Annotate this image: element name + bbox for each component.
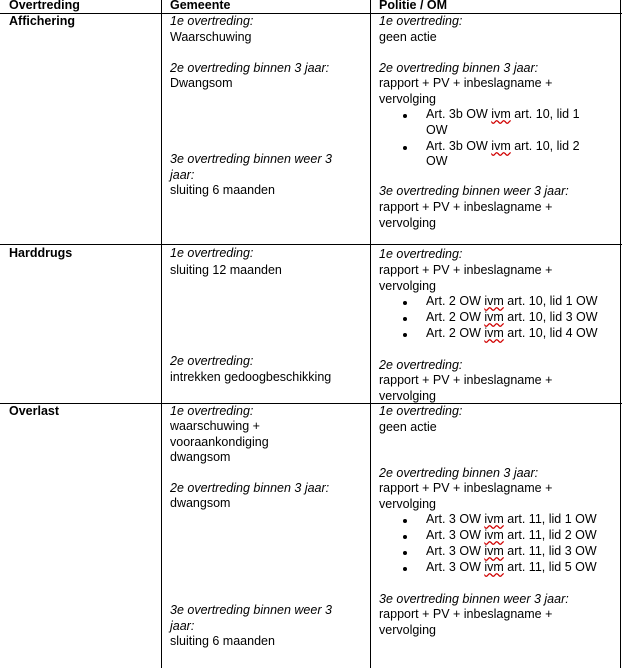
row-name-overlast: Overlast bbox=[9, 404, 60, 418]
politie-label: 1e overtreding: bbox=[379, 247, 463, 261]
gemeente-action: dwangsom bbox=[170, 450, 231, 464]
politie-action: rapport + PV + inbeslagname + bbox=[379, 373, 553, 387]
row-name-harddrugs: Harddrugs bbox=[9, 246, 73, 260]
gemeente-label: 2e overtreding: bbox=[170, 354, 254, 368]
politie-action: geen actie bbox=[379, 420, 437, 434]
politie-action: rapport + PV + inbeslagname + bbox=[379, 263, 553, 277]
article-reference-wrap: OW bbox=[426, 154, 448, 168]
politie-label: 3e overtreding binnen weer 3 jaar: bbox=[379, 184, 569, 198]
gemeente-label: 2e overtreding binnen 3 jaar: bbox=[170, 61, 330, 75]
gemeente-action: vooraankondiging bbox=[170, 435, 269, 449]
article-reference: Art. 2 OW ivm art. 10, lid 1 OW bbox=[426, 294, 598, 308]
gemeente-label: 3e overtreding binnen weer 3 bbox=[170, 603, 332, 617]
article-reference: Art. 3b OW ivm art. 10, lid 1 bbox=[426, 107, 580, 121]
bullet-icon bbox=[403, 301, 407, 305]
politie-action: vervolging bbox=[379, 497, 436, 511]
politie-label: 1e overtreding: bbox=[379, 404, 463, 418]
gemeente-action: intrekken gedoogbeschikking bbox=[170, 370, 332, 384]
bullet-icon bbox=[403, 535, 407, 539]
gemeente-action: sluiting 6 maanden bbox=[170, 183, 275, 197]
gemeente-label: 3e overtreding binnen weer 3 bbox=[170, 152, 332, 166]
politie-action: rapport + PV + inbeslagname + bbox=[379, 200, 553, 214]
politie-action: rapport + PV + inbeslagname + bbox=[379, 481, 553, 495]
gemeente-action: dwangsom bbox=[170, 496, 231, 510]
gemeente-action: sluiting 12 maanden bbox=[170, 263, 282, 277]
gemeente-action: waarschuwing + bbox=[170, 419, 260, 433]
row-divider bbox=[0, 403, 622, 404]
gemeente-label: 1e overtreding: bbox=[170, 14, 254, 28]
row-divider bbox=[0, 244, 622, 245]
politie-action: rapport + PV + inbeslagname + bbox=[379, 76, 553, 90]
article-reference: Art. 3 OW ivm art. 11, lid 3 OW bbox=[426, 544, 597, 558]
politie-action: vervolging bbox=[379, 216, 436, 230]
table-right-border bbox=[620, 0, 621, 668]
politie-label: 2e overtreding binnen 3 jaar: bbox=[379, 466, 539, 480]
article-reference: Art. 3 OW ivm art. 11, lid 5 OW bbox=[426, 560, 597, 574]
gemeente-action: Waarschuwing bbox=[170, 30, 252, 44]
bullet-icon bbox=[403, 519, 407, 523]
header-gemeente: Gemeente bbox=[170, 0, 231, 12]
politie-label: 1e overtreding: bbox=[379, 14, 463, 28]
header-politie-om: Politie / OM bbox=[379, 0, 448, 12]
politie-action: geen actie bbox=[379, 30, 437, 44]
article-reference: Art. 3b OW ivm art. 10, lid 2 bbox=[426, 139, 580, 153]
bullet-icon bbox=[403, 317, 407, 321]
column-divider bbox=[370, 0, 371, 668]
article-reference: Art. 3 OW ivm art. 11, lid 2 OW bbox=[426, 528, 597, 542]
politie-label: 3e overtreding binnen weer 3 jaar: bbox=[379, 592, 569, 606]
bullet-icon bbox=[403, 333, 407, 337]
header-overtreding: Overtreding bbox=[9, 0, 80, 12]
article-reference-wrap: OW bbox=[426, 123, 448, 137]
bullet-icon bbox=[403, 114, 407, 118]
article-reference: Art. 2 OW ivm art. 10, lid 3 OW bbox=[426, 310, 598, 324]
politie-action: vervolging bbox=[379, 389, 436, 403]
politie-action: rapport + PV + inbeslagname + bbox=[379, 607, 553, 621]
gemeente-label: 2e overtreding binnen 3 jaar: bbox=[170, 481, 330, 495]
gemeente-action: Dwangsom bbox=[170, 76, 233, 90]
bullet-icon bbox=[403, 551, 407, 555]
politie-action: vervolging bbox=[379, 279, 436, 293]
row-name-affichering: Affichering bbox=[9, 14, 75, 28]
header-divider bbox=[0, 13, 622, 14]
gemeente-label: 1e overtreding: bbox=[170, 246, 254, 260]
politie-action: vervolging bbox=[379, 92, 436, 106]
politie-label: 2e overtreding binnen 3 jaar: bbox=[379, 61, 539, 75]
column-divider bbox=[161, 0, 162, 668]
gemeente-action: sluiting 6 maanden bbox=[170, 634, 275, 648]
article-reference: Art. 3 OW ivm art. 11, lid 1 OW bbox=[426, 512, 597, 526]
gemeente-label: jaar: bbox=[170, 619, 195, 633]
article-reference: Art. 2 OW ivm art. 10, lid 4 OW bbox=[426, 326, 598, 340]
bullet-icon bbox=[403, 146, 407, 150]
bullet-icon bbox=[403, 567, 407, 571]
politie-label: 2e overtreding: bbox=[379, 358, 463, 372]
gemeente-label: jaar: bbox=[170, 168, 195, 182]
politie-action: vervolging bbox=[379, 623, 436, 637]
gemeente-label: 1e overtreding: bbox=[170, 404, 254, 418]
